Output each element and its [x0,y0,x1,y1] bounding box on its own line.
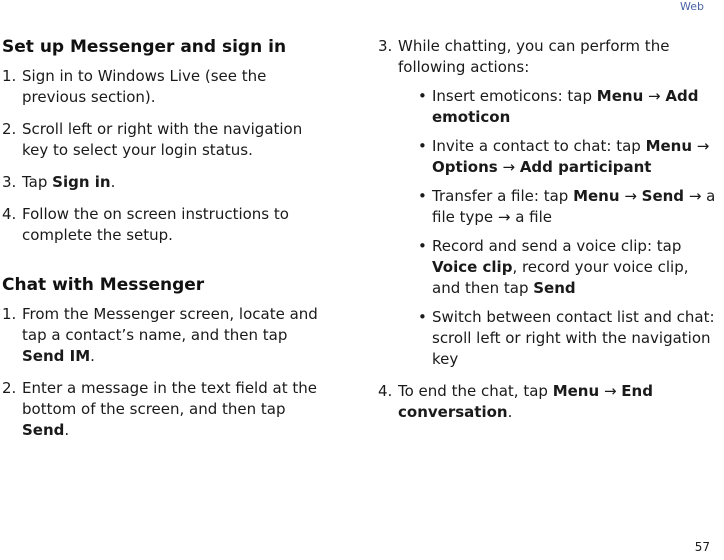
bullet-item: • Record and send a voice clip: tap Voice clip, record your voice clip, and then tap Send [418,236,718,299]
list-item: 4. Follow the on screen instructions to complete the setup. [2,205,289,244]
section-title-chat: Chat with Messenger [2,275,205,295]
bullet-item: • Switch between contact list and chat: scroll left or right with the navigation key [418,307,718,370]
list-item: 2. Enter a message in the text field at the bottom of the screen, and then tap Send. [2,379,317,439]
section-title-setup: Set up Messenger and sign in [2,37,287,57]
list-item: 4. To end the chat, tap Menu → End conversation. [378,382,653,421]
right-column [378,36,718,434]
list-item: 3. Tap Sign in. [2,173,116,191]
chat-steps [2,304,332,441]
bullet-item: • Insert emoticons: tap Menu → Add emoticon [418,86,718,128]
page-number: 57 [694,540,710,554]
list-item: 1. Sign in to Windows Live (see the previous section). [2,67,267,106]
chat-steps-continued [378,36,718,423]
list-item: 2. Scroll left or right with the navigation key to select your login status. [2,120,303,159]
list-item: 1. From the Messenger screen, locate and tap a contact’s name, and then tap Send IM. [2,305,318,365]
bullet-item: • Invite a contact to chat: tap Menu → Options → Add participant [418,136,718,178]
left-column [2,36,332,452]
setup-steps [2,66,332,246]
chat-actions-list [398,86,718,370]
list-item: 3. While chatting, you can perform the following actions: • Insert emoticons: tap Menu → Add emoticon • Invite a contact to chat: tap Menu → Options → Add participant • Transfer a file: tap Menu → Send → a file type → a file • Record and send a voice clip: tap Voice clip, record your voice clip, and then tap Send • Switch between contact list and chat: scroll left or right with the navigation key [378,36,718,370]
section-header: Web [680,0,704,13]
bullet-item: • Transfer a file: tap Menu → Send → a file type → a file [418,186,718,228]
